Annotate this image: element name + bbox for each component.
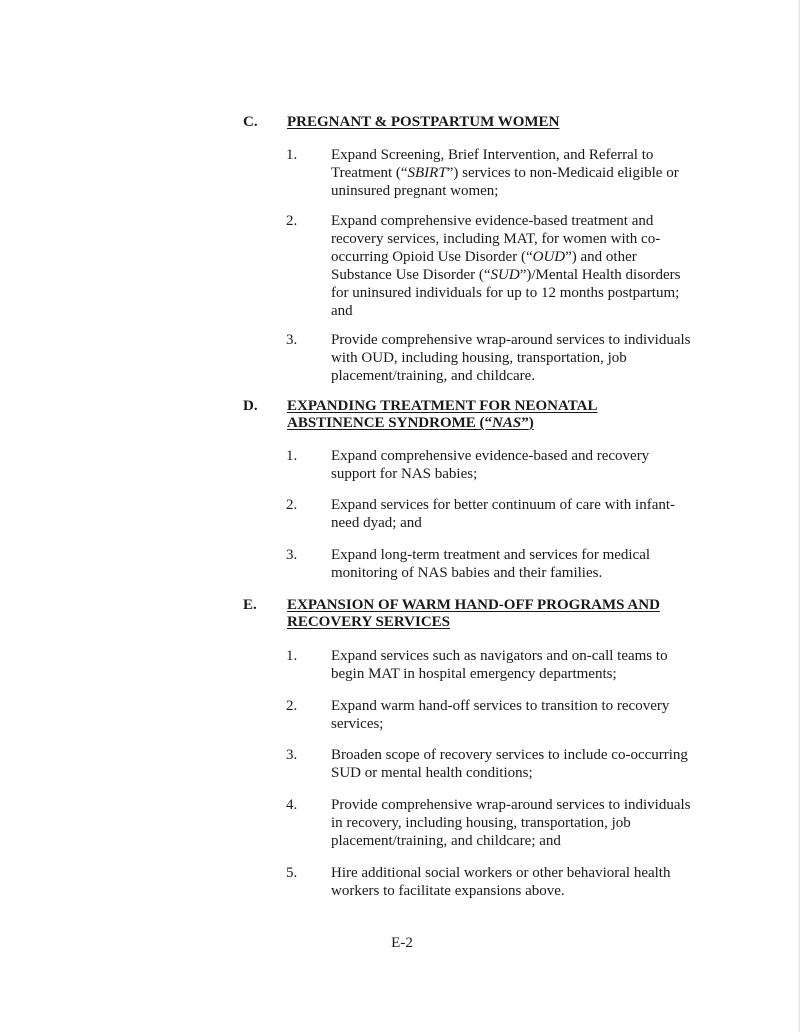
item-line: Provide comprehensive wrap-around services to individuals: [331, 332, 691, 348]
section-title-line: EXPANSION OF WARM HAND-OFF PROGRAMS AND: [287, 597, 660, 613]
page-number: [0, 934, 800, 952]
item-line: support for NAS babies;: [331, 466, 478, 482]
item-line: Expand Screening, Brief Intervention, and Referral to: [331, 147, 654, 163]
item-line: recovery services, including MAT, for women with co-: [331, 231, 661, 247]
item-line: occurring Opioid Use Disorder (“OUD”) and other: [331, 249, 637, 265]
item-line: Expand comprehensive evidence-based and recovery: [331, 448, 650, 464]
item-line: Expand comprehensive evidence-based treatment and: [331, 213, 654, 229]
item-line: Substance Use Disorder (“SUD”)/Mental Health disorders: [331, 267, 681, 283]
item-line: for uninsured individuals for up to 12 months postpartum;: [331, 285, 680, 301]
item-line: monitoring of NAS babies and their families.: [331, 565, 603, 581]
page-number-label: E-2: [391, 935, 413, 951]
section-letter: E.: [243, 597, 257, 613]
item-number: 3.: [286, 747, 298, 763]
item-number: 2.: [286, 497, 298, 513]
item-line: Treatment (“SBIRT”) services to non-Medicaid eligible or: [331, 165, 679, 181]
item-text: [331, 796, 699, 850]
section-title: [287, 597, 697, 631]
item-line: begin MAT in hospital emergency departments;: [331, 666, 617, 682]
item-text: [331, 864, 699, 900]
item-text: [331, 447, 699, 483]
item-number: 3.: [286, 547, 298, 563]
section-letter: D.: [243, 398, 258, 414]
section-title-line: RECOVERY SERVICES: [287, 614, 451, 630]
item-line: Provide comprehensive wrap-around services to individuals: [331, 797, 691, 813]
item-number: 1.: [286, 648, 298, 664]
item-number: 2.: [286, 698, 298, 714]
item-line: SUD or mental health conditions;: [331, 765, 533, 781]
item-line: Expand services such as navigators and on-call teams to: [331, 648, 668, 664]
item-text: [331, 746, 699, 782]
item-number: 4.: [286, 797, 298, 813]
item-line: Expand long-term treatment and services for medical: [331, 547, 651, 563]
item-line: and: [331, 303, 353, 319]
item-text: [331, 146, 699, 200]
item-number: 1.: [286, 448, 298, 464]
item-line: Hire additional social workers or other behavioral health: [331, 865, 671, 881]
item-line: workers to facilitate expansions above.: [331, 883, 565, 899]
item-line: Expand services for better continuum of care with infant-: [331, 497, 676, 513]
item-line: Broaden scope of recovery services to include co-occurring: [331, 747, 688, 763]
item-line: placement/training, and childcare; and: [331, 833, 561, 849]
item-text: [331, 697, 699, 733]
item-line: uninsured pregnant women;: [331, 183, 499, 199]
item-number: 5.: [286, 865, 298, 881]
item-text: [331, 331, 699, 385]
section-title: [287, 398, 697, 432]
item-text: [331, 647, 699, 683]
item-text: [331, 496, 699, 532]
item-line: in recovery, including housing, transportation, job: [331, 815, 631, 831]
item-line: placement/training, and childcare.: [331, 368, 536, 384]
item-text: [331, 546, 699, 582]
item-line: Expand warm hand-off services to transition to recovery: [331, 698, 670, 714]
section-title-line: EXPANDING TREATMENT FOR NEONATAL: [287, 398, 598, 414]
section-title: PREGNANT & POSTPARTUM WOMEN: [287, 114, 560, 130]
item-number: 2.: [286, 213, 298, 229]
section-title-line: ABSTINENCE SYNDROME (“NAS”): [287, 415, 534, 431]
item-number: 3.: [286, 332, 298, 348]
item-line: services;: [331, 716, 384, 732]
item-line: with OUD, including housing, transportation, job: [331, 350, 627, 366]
item-text: [331, 212, 699, 320]
item-line: need dyad; and: [331, 515, 422, 531]
section-letter: C.: [243, 114, 258, 130]
item-number: 1.: [286, 147, 298, 163]
